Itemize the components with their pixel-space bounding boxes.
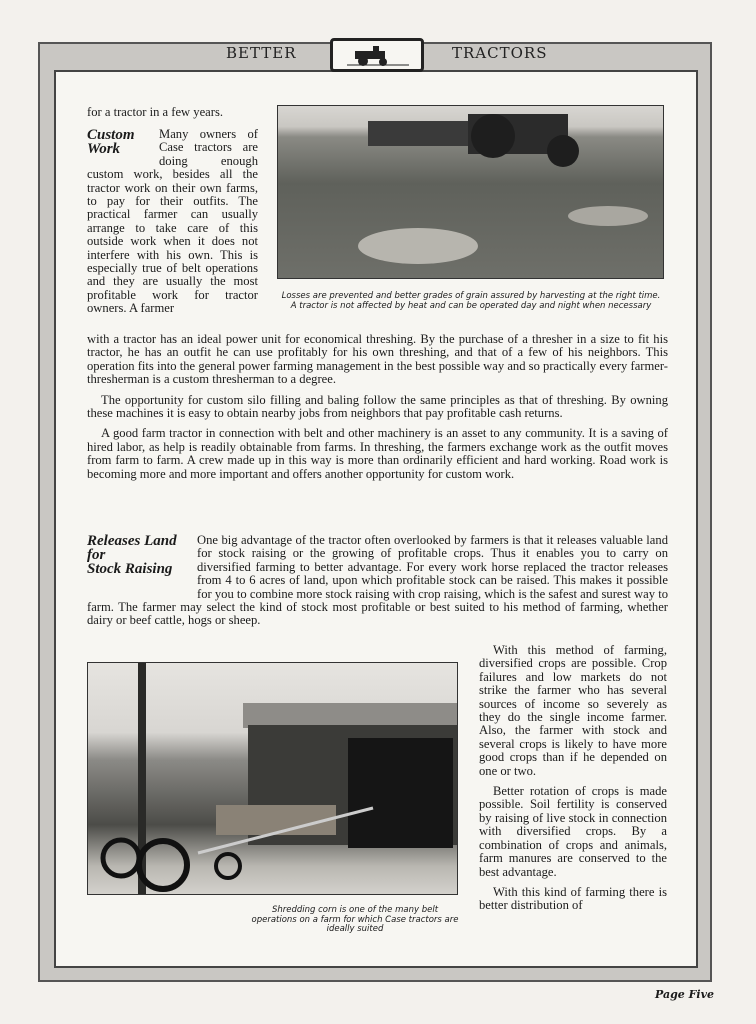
tractor-emblem-icon: [330, 38, 424, 72]
intro-line: for a tractor in a few years.: [87, 105, 224, 119]
paragraph: Better rotation of crops is made possible. Soil fertility is conserved by raising of live stock in connection with diversified crops. By a combination of crops and animals, farm manures are conserved to the best advantage.: [479, 784, 667, 879]
heading-line: Stock Raising: [87, 561, 173, 577]
heading-line: Releases Land: [87, 533, 177, 549]
releases-text: One big advantage of the tractor often overlooked by farmers is that it releases valuable land for stock raising or the growing of profitable crops. Thus it enables you to carry on diversified farming to better advantage. For every work horse replaced the tractor releases from 4 to 6 acres of land, upon which: [197, 533, 668, 588]
paragraph: The opportunity for custom silo filling and baling follow the same principles as that of threshing. By owning these machines it is easy to obtain nearby jobs from neighbors that pay profitable cash returns.: [87, 392, 668, 421]
shredding-corn-photo: [87, 662, 458, 895]
page-number: Page Five: [654, 988, 714, 1001]
heading-line: Custom: [87, 127, 135, 143]
custom-work-section: [87, 128, 258, 316]
paragraph: with a tractor has an ideal power unit for economical threshing. By the purchase of a thresher in a size to fit his tractor, he has an outfit he can use profitably for his own threshing, and that of a few of his neighbors. This operation fits into the general power farming management in the best possible way and so practically every farmer-thresherman is a custom thresherman to a degree.: [87, 332, 668, 387]
releases-land-heading: [87, 534, 193, 588]
photo1-caption: Losses are prevented and better grades of grain assured by harvesting at the right time. A tractor is not affected by heat and can be operated day and night when necessary: [281, 291, 661, 311]
header-right: TRACTORS: [452, 44, 548, 62]
heading-line: Work: [87, 141, 121, 157]
custom-work-heading: [87, 128, 155, 156]
releases-land-section: [87, 534, 668, 628]
releases-text-cont: profitable stock can be raised. This makes it possible for you to combine more stock raising with crop raising, which is the safest and surest way to farm. The farmer may select the kind of stock most profitable or best suited to his method of farming, whether dairy or beef cattle, hogs or sheep.: [87, 573, 668, 628]
custom-work-text: Many owners of Case tractors are doing enough custom work, besides all the tractor work on their own farms, to pay for their outfits. The practical farmer can usually arrange to take care of this outside work when it does not interfere with his own. This is especially true of belt operations and they are usually the most profitable work for tractor owners. A farmer: [87, 127, 258, 316]
header-left: BETTER: [226, 44, 297, 62]
photo2-caption: Shredding corn is one of the many belt operations on a farm for which Case tractors are ideally suited: [251, 905, 459, 934]
paragraph: With this kind of farming there is better distribution of: [479, 884, 667, 913]
body-text: [87, 333, 668, 488]
paragraph: With this method of farming, diversified crops are possible. Crop failures and low markets do not strike the farmer who has several sources of income so severely as they do the single income farmer. Also, the farmer with stock and several crops is likely to have more good crops than if he depended on one or two.: [479, 643, 667, 778]
harvesting-photo: [277, 105, 664, 279]
paragraph: A good farm tractor in connection with belt and other machinery is an asset to any community. It is a saving of hired labor, as help is readily obtainable from farms. In threshing, the farmers exchange work as the outfit moves from farm to farm. A crew made up in this way is more than ordinarily efficient and hard working. Road work is becoming more and more important and offers another opportunity for custom work.: [87, 426, 668, 481]
heading-line: for: [87, 547, 106, 563]
right-column: [479, 644, 667, 920]
